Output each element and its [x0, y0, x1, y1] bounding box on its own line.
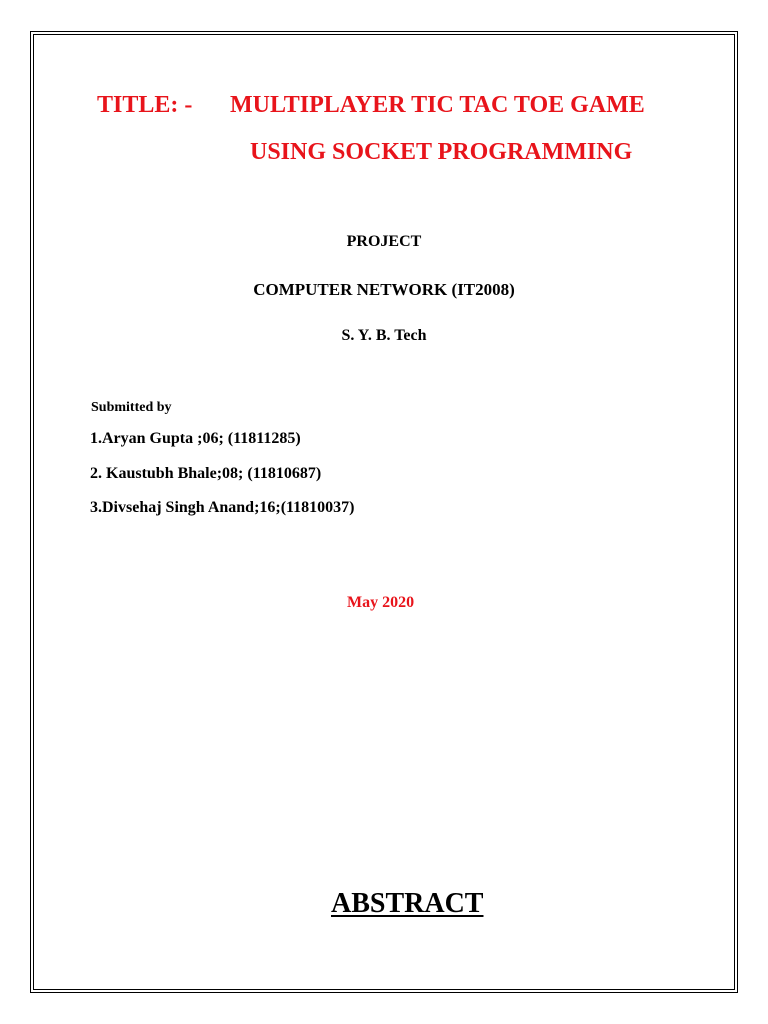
submitted-by-label: Submitted by: [91, 400, 172, 415]
program-name: S. Y. B. Tech: [341, 327, 427, 344]
course-name: COMPUTER NETWORK (IT2008): [253, 280, 515, 299]
member-item: 2. Kaustubh Bhale;08; (11810687): [90, 465, 322, 482]
member-item: 3.Divsehaj Singh Anand;16;(11810037): [90, 499, 355, 516]
title-main: MULTIPLAYER TIC TAC TOE GAME: [230, 92, 645, 118]
abstract-heading: ABSTRACT: [331, 888, 484, 919]
project-label: PROJECT: [346, 233, 422, 250]
submission-date: May 2020: [347, 594, 415, 611]
title-line: [97, 92, 645, 119]
title-prefix: TITLE: -: [97, 92, 193, 118]
member-item: 1.Aryan Gupta ;06; (11811285): [90, 430, 301, 447]
title-subline: USING SOCKET PROGRAMMING: [250, 139, 633, 165]
